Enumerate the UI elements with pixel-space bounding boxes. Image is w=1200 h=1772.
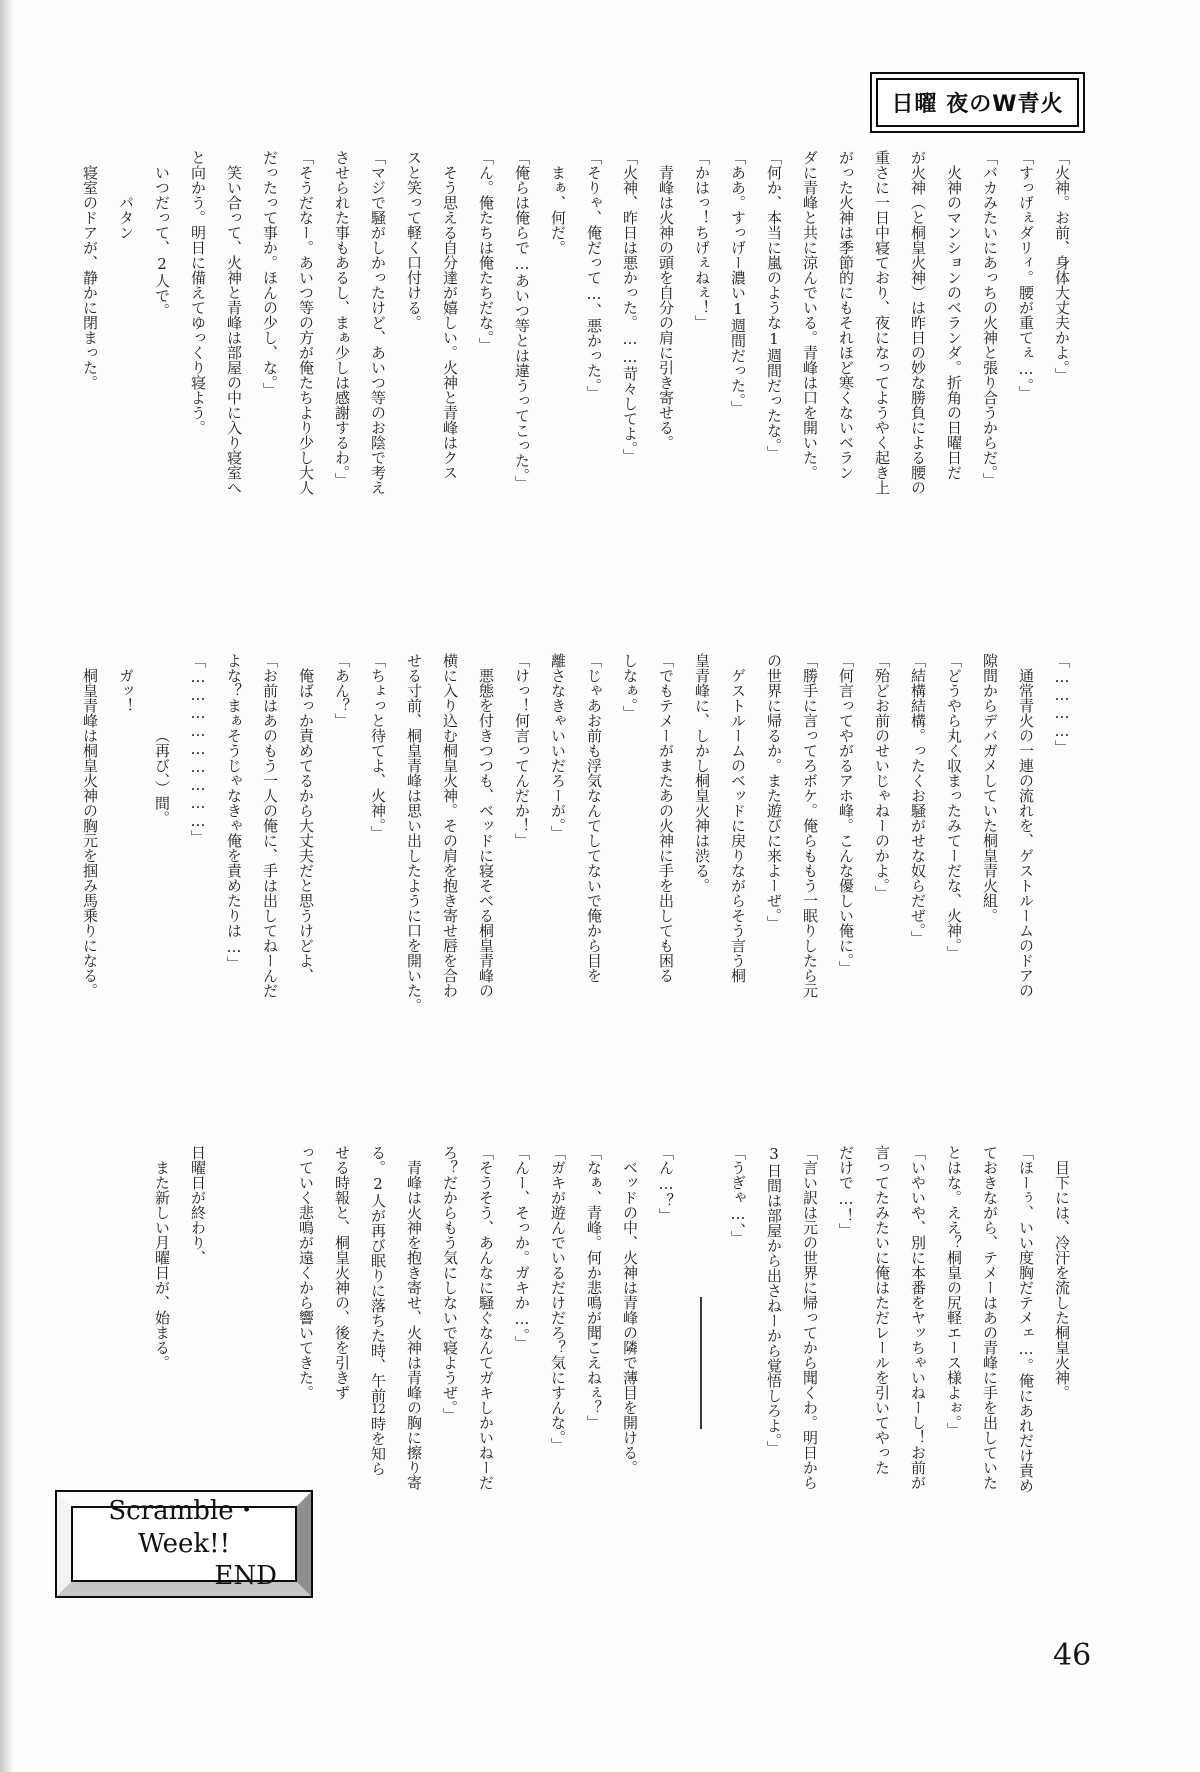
text-column: 「………………………」 — [189, 653, 207, 845]
text-column: 言ってたみたいに俺はただレールを引いてやった — [873, 1145, 891, 1475]
text-column: 「俺らは俺らで…あいつ等とは違うってこった。」 — [513, 150, 531, 491]
text-column: （再び、）間。 — [153, 728, 171, 826]
text-column: 青峰は火神を抱き寄せ、火神は青峰の胸に擦り寄 — [405, 1160, 423, 1490]
text-column: 日曜日が終わり、 — [189, 1145, 207, 1265]
text-column: ゲストルームのベッドに戻りながらそう言う桐 — [729, 668, 747, 983]
chapter-title: 日曜 夜のW青火 — [876, 78, 1079, 127]
text-column: ダに青峰と共に涼んでいる。青峰は口を開いた。 — [801, 150, 819, 480]
text-column: そう思える自分達が嬉しい。火神と青峰はクス — [441, 165, 459, 480]
text-column: 「何言ってやがるアホ峰。こんな優しい俺に。」 — [837, 653, 855, 976]
chapter-title-box — [870, 72, 1085, 133]
text-column: 「なぁ、青峰。何か悲鳴が聞こえねぇ？」 — [585, 1145, 603, 1430]
text-column: 「ああ。すっげー濃い1週間だった。」 — [729, 150, 747, 416]
text-column: 「かはっ！ちげぇねぇ！」 — [693, 150, 711, 330]
text-column: の世界に帰るか。また遊びに来よーぜ。」 — [765, 653, 783, 931]
text-column: 「そうそう、あんなに騒ぐなんてガキしかいねーだ — [477, 1145, 495, 1490]
scan-edge-shadow — [0, 0, 14, 1772]
text-column: せる時報と、桐皇火神の、後を引きず — [333, 1145, 351, 1400]
text-column: 通常青火の一連の流れを、ゲストルームのドアの — [1017, 668, 1035, 998]
text-column: 「火神、昨日は悪かった。……苛々してよ。」 — [621, 150, 639, 464]
text-column: 「ほーぅ、いい度胸だテメェ…。俺にあれだけ責め — [1017, 1145, 1035, 1493]
text-column: 重さに一日中寝ており、夜になってようやく起き上 — [873, 150, 891, 495]
text-column: させられた事もあるし、まぁ少しは感謝するわ。」 — [333, 150, 351, 488]
text-column: 「いやいや、別に本番をヤッちゃいねーし！お前が — [909, 1145, 927, 1490]
text-column: 「あん？」 — [333, 653, 351, 728]
text-column: 「殆どお前のせいじゃねーのかよ。」 — [873, 653, 891, 901]
text-column: だったって事か。ほんの少し、な。」 — [261, 150, 279, 398]
text-column: ろ？だからもう気にしないで寝ようぜ。」 — [441, 1145, 459, 1423]
text-column: 「火神。お前、身体大丈夫かよ。」 — [1053, 150, 1071, 383]
text-column: せる寸前、桐皇青峰は思い出したように口を開いた。 — [405, 653, 423, 1013]
text-column: とはな。ええ？桐皇の尻軽エース様よぉ。」 — [945, 1145, 963, 1438]
text-column: 皇青峰に、しかし桐皇火神は渋る。 — [693, 653, 711, 893]
text-column: 俺ばっか責めてるから大丈夫だと思うけどよ、 — [297, 668, 315, 983]
text-column: 「バカみたいにあっちの火神と張り合うからだ。」 — [981, 150, 999, 488]
text-column: 「マジで騒がしかったけど、あいつ等のお陰で考え — [369, 150, 387, 495]
text-column: 悪態を付きつつも、ベッドに寝そべる桐皇青峰の — [477, 668, 495, 998]
column-gap — [216, 1145, 288, 1503]
text-column: 「結構結構。ったくお騒がせな奴らだぜ。」 — [909, 653, 927, 946]
text-column: 「ちょっと待てよ、火神。」 — [369, 653, 387, 841]
tatechuyoko-digits: 12 — [371, 1403, 386, 1416]
text-column: 「お前はあのもう一人の俺に、手は出してねーんだ — [261, 653, 279, 998]
text-column: 火神のマンションのベランダ。折角の日曜日だ — [945, 165, 963, 480]
text-column: 桐皇青峰は桐皇火神の胸元を掴み馬乗りになる。 — [81, 668, 99, 998]
text-column: っていく悲鳴が遠くから響いてきた。 — [297, 1145, 315, 1400]
text-column: 「けっ！何言ってんだか！」 — [513, 653, 531, 848]
text-column: しなぁ。」 — [621, 653, 639, 721]
text-column: 「ん。俺たちは俺たちだな。」 — [477, 150, 495, 353]
text-column: まぁ、何だ。 — [549, 165, 567, 255]
vertical-rule — [700, 1297, 702, 1429]
text-column: いつだって、2人で。 — [153, 165, 171, 318]
end-plaque-bevel — [57, 1492, 311, 1596]
text-column: ておきながら、テメーはあの青峰に手を出していた — [981, 1145, 999, 1490]
story-band-bottom — [144, 1145, 1080, 1503]
text-column: ベッドの中、火神は青峰の隣で薄目を開ける。 — [621, 1160, 639, 1475]
text-column: がった火神は季節的にもそれほど寒くないベラン — [837, 150, 855, 480]
text-column: 「ん…？」 — [657, 1145, 675, 1223]
text-column: 「でもテメーがまたあの火神に手を出しても困る — [657, 653, 675, 983]
end-plaque-title: Scramble・Week!! — [108, 1496, 260, 1559]
text-column: が火神（と桐皇火神）は昨日の妙な勝負による腰の — [909, 150, 927, 495]
text-column: 「ガキが遊んでいるだけだろ？気にすんな。」 — [549, 1145, 567, 1453]
text-column: 離さなきゃいいだろーが。」 — [549, 653, 567, 841]
text-column: と向かう。明日に備えてゆっくり寝よう。 — [189, 150, 207, 435]
scene-divider-rule — [684, 1145, 720, 1503]
text-column: 目下には、冷汗を流した桐皇火神。 — [1053, 1160, 1071, 1400]
text-column: スと笑って軽く口付ける。 — [405, 150, 423, 330]
text-column: 「何か、本当に嵐のような1週間だったな。」 — [765, 150, 783, 461]
story-band-middle — [72, 653, 1080, 1021]
text-column: 青峰は火神の頭を自分の肩に引き寄せる。 — [657, 165, 675, 450]
text-column: 「そりゃ、俺だって…、悪かった。」 — [585, 150, 603, 401]
text-column: だけで…！」 — [837, 1145, 855, 1238]
text-column: 「どうやら丸く収まったみてーだな、火神。」 — [945, 653, 963, 961]
end-plaque — [55, 1490, 313, 1598]
text-column: 隙間からデバガメしていた桐皇青火組。 — [981, 653, 999, 923]
text-column: 横に入り込む桐皇火神。その肩を抱き寄せ唇を合わ — [441, 653, 459, 998]
text-column: 「言い訳は元の世界に帰ってから聞くわ。明日から — [801, 1145, 819, 1490]
page-number: 46 — [1053, 1638, 1092, 1673]
story-band-top — [72, 150, 1080, 522]
end-plaque-panel — [71, 1496, 297, 1592]
text-column: よな？まぁそうじゃなきゃ俺を責めたりは…」 — [225, 653, 243, 971]
text-column: 「うぎゃ…、」 — [729, 1145, 747, 1246]
text-column: 「じゃあお前も浮気なんてしてないで俺から目を — [585, 653, 603, 983]
text-column: 寝室のドアが、静かに閉まった。 — [81, 165, 99, 390]
text-column: 3日間は部屋から出さねーから覚悟しろよ。」 — [765, 1145, 783, 1456]
end-plaque-end-label: END — [214, 1561, 277, 1592]
text-column: 「んー、そっか。ガキか…。」 — [513, 1145, 531, 1351]
text-column: 「そうだなー。あいつ等の方が俺たちより少し大人 — [297, 150, 315, 495]
text-column: 「…………」 — [1053, 653, 1071, 755]
text-column: る。2人が再び眠りに落ちた時、午前12時を知ら — [369, 1145, 387, 1476]
text-column: 「すっげぇダリィ。腰が重てぇ…。」 — [1017, 150, 1035, 401]
text-column: ガッ！ — [117, 668, 135, 713]
text-column: 笑い合って、火神と青峰は部屋の中に入り寝室へ — [225, 165, 243, 495]
text-column: 「勝手に言ってろボケ。俺らももう一眠りしたら元 — [801, 653, 819, 998]
text-column: パタン — [117, 195, 135, 240]
text-column: また新しい月曜日が、始まる。 — [153, 1160, 171, 1370]
